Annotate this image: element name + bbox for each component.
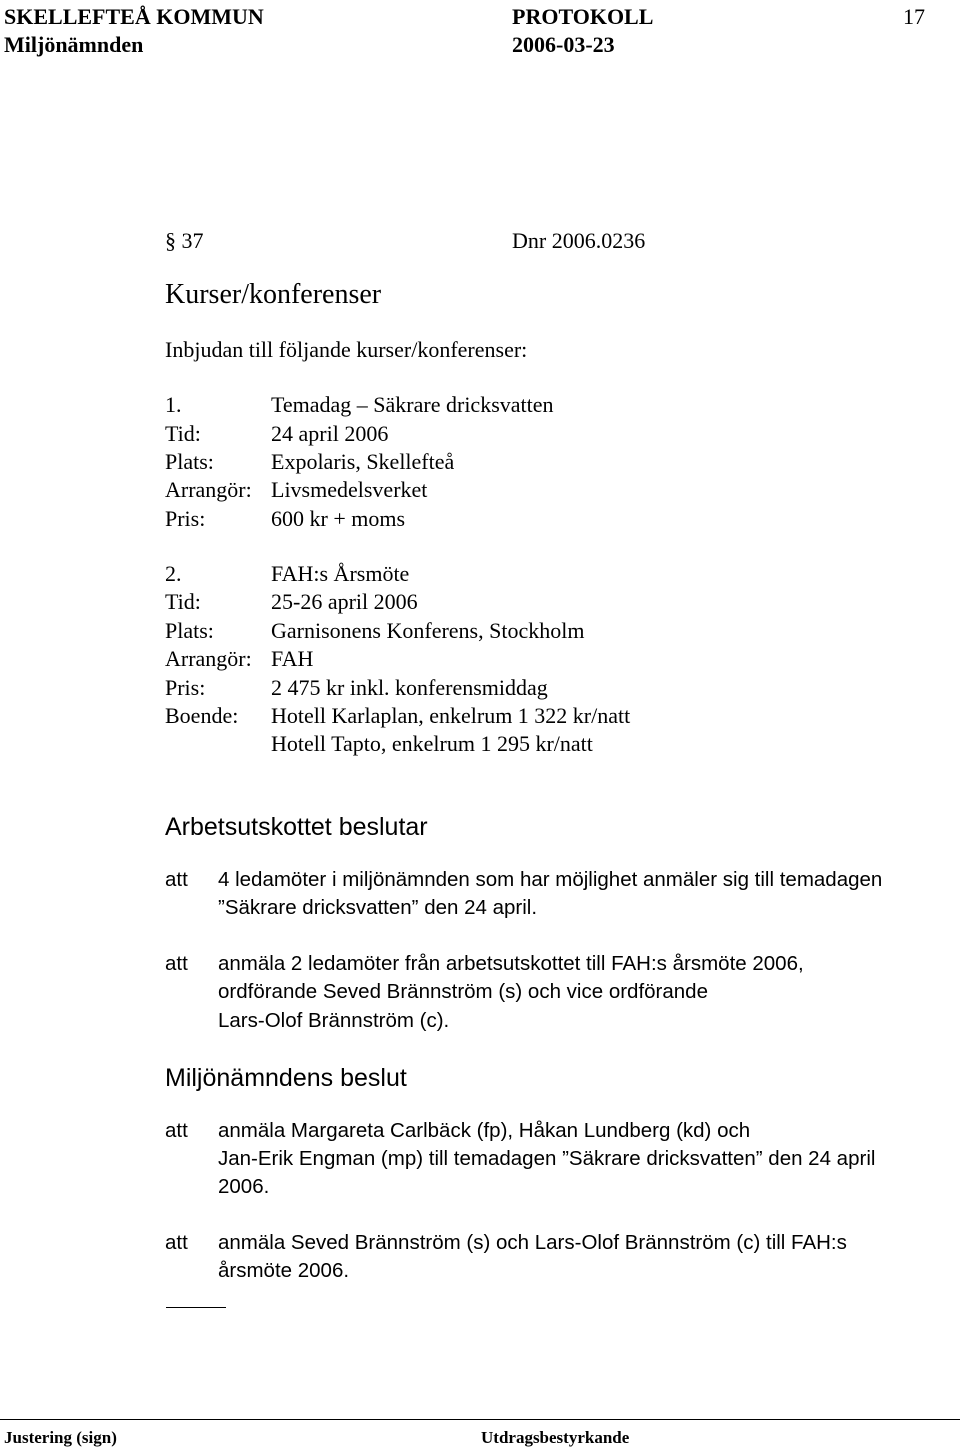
event-number: 2. (165, 561, 182, 586)
field-value: 24 april 2006 (271, 421, 389, 446)
field-label: Tid: (165, 421, 201, 446)
committee-name: Miljönämnden (4, 32, 144, 57)
decision-line: årsmöte 2006. (218, 1259, 350, 1282)
event-name: FAH:s Årsmöte (271, 561, 410, 586)
board-decision-heading: Miljönämndens beslut (165, 1064, 407, 1092)
decision-line: 2006. (218, 1175, 270, 1198)
page-title: Kurser/konferenser (165, 279, 382, 310)
decision-line: anmäla 2 ledamöter från arbetsutskottet till FAH:s årsmöte 2006, (218, 952, 804, 975)
decision-line: ordförande Seved Brännström (s) och vice ordförande (218, 980, 708, 1003)
field-label: Arrangör: (165, 477, 252, 502)
field-value: Livsmedelsverket (271, 477, 428, 502)
event-name: Temadag – Säkrare dricksvatten (271, 392, 554, 417)
field-label: Arrangör: (165, 646, 252, 671)
field-value: Garnisonens Konferens, Stockholm (271, 618, 585, 643)
intro-text: Inbjudan till följande kurser/konferenser: (165, 337, 528, 362)
decision-line: anmäla Seved Brännström (s) och Lars-Olof Brännström (c) till FAH:s (218, 1231, 847, 1254)
au-decision-heading: Arbetsutskottet beslutar (165, 813, 428, 841)
att-label: att (165, 1119, 188, 1142)
field-label: Plats: (165, 449, 214, 474)
att-label: att (165, 868, 188, 891)
footer-utdragsbestyrkande: Utdragsbestyrkande (481, 1428, 630, 1447)
field-label: Plats: (165, 618, 214, 643)
decision-line: Jan-Erik Engman (mp) till temadagen ”Säkrare dricksvatten” den 24 april (218, 1147, 876, 1170)
field-label: Pris: (165, 675, 206, 700)
org-name: SKELLEFTEÅ KOMMUN (4, 4, 264, 29)
event-number: 1. (165, 392, 182, 417)
field-label: Pris: (165, 506, 206, 531)
meeting-date: 2006-03-23 (512, 32, 615, 57)
footer-divider (0, 1419, 960, 1420)
decision-line: Lars-Olof Brännström (c). (218, 1009, 450, 1032)
att-label: att (165, 952, 188, 975)
decision-line: 4 ledamöter i miljönämnden som har möjlighet anmäler sig till temadagen (218, 868, 883, 891)
field-value: Hotell Tapto, enkelrum 1 295 kr/natt (271, 731, 593, 756)
decision-line: anmäla Margareta Carlbäck (fp), Håkan Lundberg (kd) och (218, 1119, 751, 1142)
end-rule (166, 1307, 226, 1308)
decision-line: ”Säkrare dricksvatten” den 24 april. (218, 896, 538, 919)
diary-number: Dnr 2006.0236 (512, 228, 646, 253)
footer-justering: Justering (sign) (4, 1428, 117, 1447)
field-value: 2 475 kr inkl. konferensmiddag (271, 675, 548, 700)
field-label: Boende: (165, 703, 239, 728)
page-number: 17 (903, 4, 925, 29)
field-label: Tid: (165, 589, 201, 614)
att-label: att (165, 1231, 188, 1254)
field-value: FAH (271, 646, 314, 671)
field-value: Expolaris, Skellefteå (271, 449, 455, 474)
section-number: § 37 (165, 228, 204, 253)
document-type: PROTOKOLL (512, 4, 654, 29)
field-value: Hotell Karlaplan, enkelrum 1 322 kr/natt (271, 703, 631, 728)
field-value: 600 kr + moms (271, 506, 406, 531)
field-value: 25-26 april 2006 (271, 589, 418, 614)
